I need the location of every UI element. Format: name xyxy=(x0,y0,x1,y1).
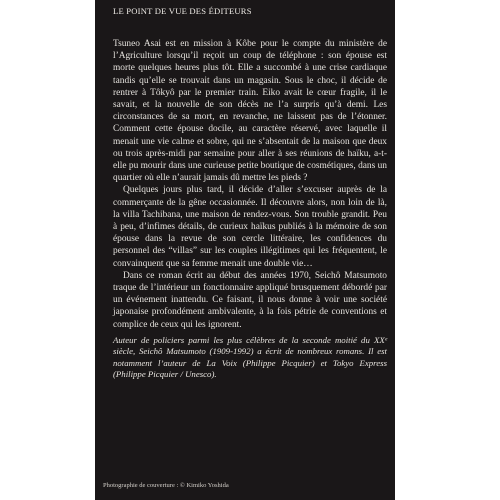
synopsis-paragraph-1: Tsuneo Asai est en mission à Kôbe pour le compte du ministère de l’Agriculture lorsqu’il reçoit un coup de téléphone : son épouse est morte quelques heures plus tôt. Elle a succombé à une crise cardiaque tandis qu’elle se trouvait dans un magasin. Sous le choc, il décide de rentrer à Tôkyô par le premier train. Eiko avait le cœur fragile, il le savait, et la nouvelle de son décès ne l’a surpris qu’à demi. Les circonstances de sa mort, en revanche, ne laissent pas de l’étonner. Comment cette épouse docile, au caractère réservé, avec laquelle il menait une vie calme et sobre, qui ne s’absentait de la maison que deux ou trois après-midi par semaine pour aller à ses réunions de haïku, a-t-elle pu mourir dans une curieuse petite boutique de cosmétiques, dans un quartier où elle n’aurait jamais dû mettre les pieds ? xyxy=(113,39,387,184)
back-cover xyxy=(95,0,395,500)
author-note: Auteur de policiers parmi les plus célèbres de la seconde moitié du XXᵉ siècle, Seichô Matsumoto (1909-1992) a écrit de nombreux romans. Il est notamment l’auteur de La Voix (Philippe Picquier) et Tokyo Express (Philippe Picquier / Unesco). xyxy=(113,334,387,380)
photo-credit: Photographie de couverture : © Kimiko Yoshida xyxy=(103,482,229,489)
synopsis-paragraph-3: Dans ce roman écrit au début des années 1970, Seichô Matsumoto traque de l’intérieur un fonctionnaire appliqué brusquement débordé par un événement inattendu. Ce faisant, il nous donne à voir une société japonaise profondément ambivalente, à la fois pétrie de conventions et complice de ceux qui les ignorent. xyxy=(113,270,387,330)
section-heading: LE POINT DE VUE DES ÉDITEURS xyxy=(113,6,252,16)
synopsis-paragraph-2: Quelques jours plus tard, il décide d’aller s’excuser auprès de la commerçante de la gêne occasionnée. Il découvre alors, non loin de là, la villa Tachibana, une maison de rendez-vous. Son trouble grandit. Peu à peu, d’infimes détails, de curieux haïkus publiés à la mémoire de son épouse dans la revue de son cercle littéraire, les confidences du personnel des “villas” sur les couples illégitimes qui les fréquentent, le convainquent que sa femme menait une double vie… xyxy=(113,185,387,269)
